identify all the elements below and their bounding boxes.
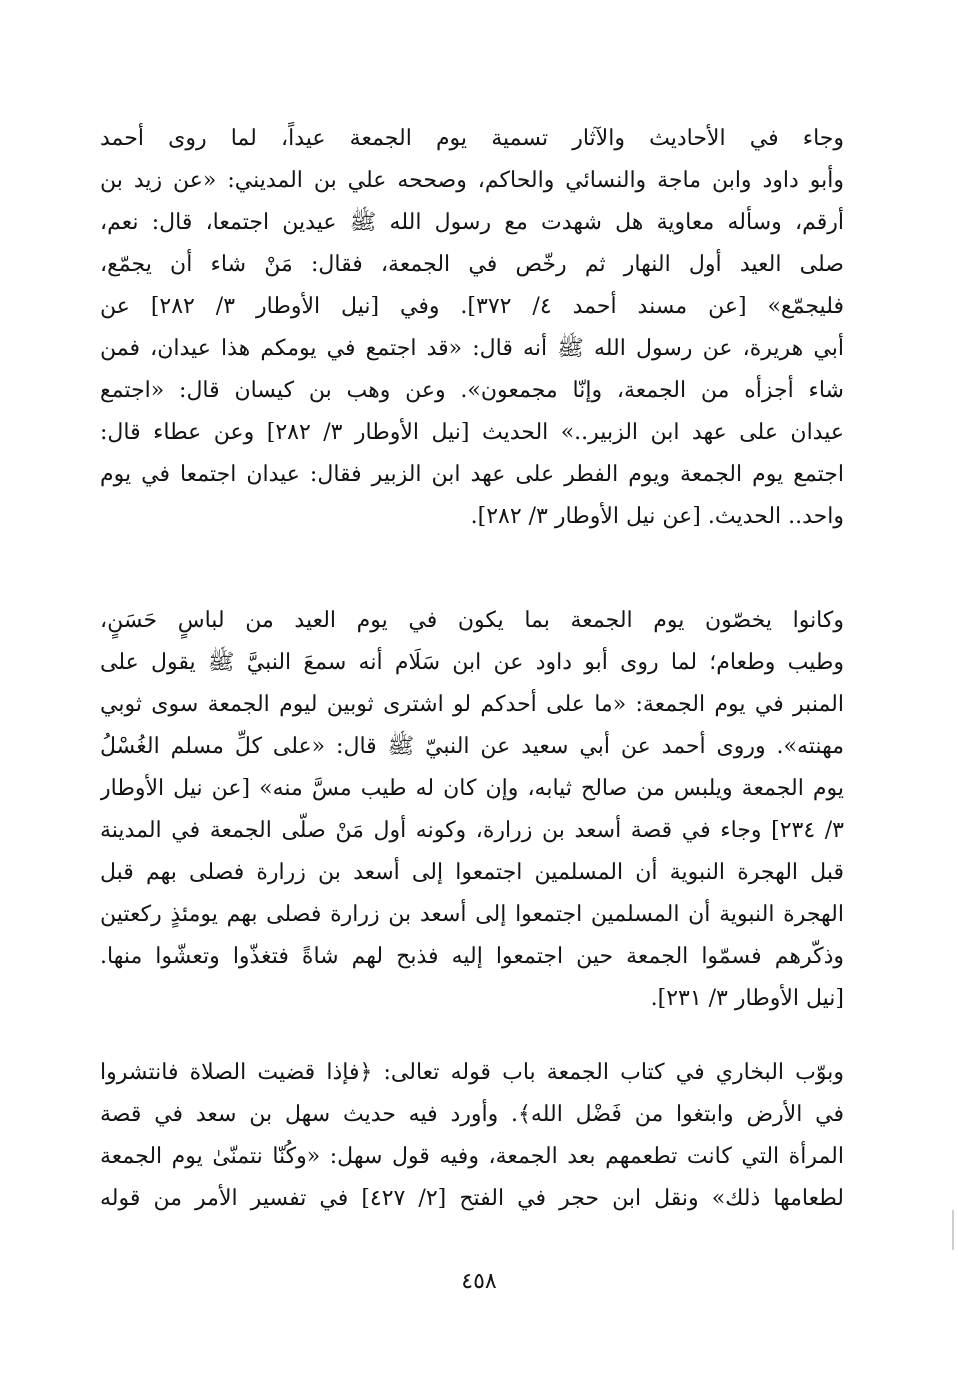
paragraph-2 (100, 600, 844, 1020)
text-line: المنبر في يوم الجمعة: «ما على أحدكم لو اشترى ثوبين ليوم الجمعة سوى ثوبي (100, 692, 844, 717)
text-line: أرقم، وسأله معاوية هل شهدت مع رسول الله ﷺ عيدين اجتمعا، قال: نعم، (100, 210, 844, 235)
text-line: وبوّب البخاري في كتاب الجمعة باب قوله تعالى: ﴿فإذا قضيت الصلاة فانتشروا (100, 1060, 844, 1085)
text-line: يوم الجمعة ويلبس من صالح ثيابه، وإن كان له طيب مسَّ منه» [عن نيل الأوطار (100, 776, 844, 801)
text-line: ٣/ ٢٣٤] وجاء في قصة أسعد بن زرارة، وكونه أول مَنْ صلّى الجمعة في المدينة (100, 818, 844, 843)
scan-edge-mark (952, 1210, 954, 1250)
text-line: قبل الهجرة النبوية أن المسلمين اجتمعوا إلى أسعد بن زرارة فصلى بهم قبل (100, 860, 844, 885)
text-line: أبي هريرة، عن رسول الله ﷺ أنه قال: «قد اجتمع في يومكم هذا عيدان، فمن (100, 336, 844, 361)
page-number: ٤٥٨ (461, 1269, 497, 1294)
text-line: لطعامها ذلك» ونقل ابن حجر في الفتح [٢/ ٤٢٧] في تفسير الأمر من قوله (100, 1186, 844, 1211)
text-line: الهجرة النبوية أن المسلمين اجتمعوا إلى أسعد بن زرارة فصلى بهم يومئذٍ ركعتين (100, 902, 844, 927)
text-line: عيدان على عهد ابن الزبير..» الحديث [نيل الأوطار ٣/ ٢٨٢] وعن عطاء قال: (100, 420, 844, 445)
text-line: المرأة التي كانت تطعمهم بعد الجمعة، وفيه قول سهل: «وكُنّا نتمنّىٰ يوم الجمعة (100, 1144, 844, 1169)
text-line: وطيب وطعام؛ لما روى أبو داود عن ابن سَلَام أنه سمعَ النبيَّ ﷺ يقول على (100, 650, 844, 675)
text-line: [نيل الأوطار ٣/ ٢٣١]. (650, 986, 844, 1011)
text-line: وذكّرهم فسمّوا الجمعة حين اجتمعوا إليه فذبح لهم شاةً فتغذّوا وتعشّوا منها. (100, 944, 844, 969)
text-line: فليجمّع» [عن مسند أحمد ٤/ ٣٧٢]. وفي [نيل الأوطار ٣/ ٢٨٢] عن (100, 294, 844, 319)
text-line: وجاء في الأحاديث والآثار تسمية يوم الجمعة عيداً، لما روى أحمد (100, 126, 844, 151)
text-line: اجتمع يوم الجمعة ويوم الفطر على عهد ابن الزبير فقال: عيدان اجتمعا في يوم (100, 462, 844, 487)
paragraph-3 (100, 1052, 844, 1220)
text-line: وأبو داود وابن ماجة والنسائي والحاكم، وصححه علي بن المديني: «عن زيد بن (100, 168, 844, 193)
text-line: صلى العيد أول النهار ثم رخّص في الجمعة، فقال: مَنْ شاء أن يجمّع، (100, 252, 844, 277)
text-line: واحد.. الحديث. [عن نيل الأوطار ٣/ ٢٨٢]. (470, 504, 844, 529)
paragraph-1 (100, 118, 844, 538)
text-line: في الأرض وابتغوا من فَضْل الله﴾. وأورد فيه حديث سهل بن سعد في قصة (100, 1102, 844, 1127)
text-line: شاء أجزأه من الجمعة، وإنّا مجمعون». وعن وهب بن كيسان قال: «اجتمع (100, 378, 844, 403)
text-line: وكانوا يخصّون يوم الجمعة بما يكون في يوم العيد من لباسٍ حَسَنٍ، (100, 608, 844, 633)
text-line: مهنته». وروى أحمد عن أبي سعيد عن النبيّ ﷺ قال: «على كلِّ مسلم الغُسْلُ (100, 734, 844, 759)
